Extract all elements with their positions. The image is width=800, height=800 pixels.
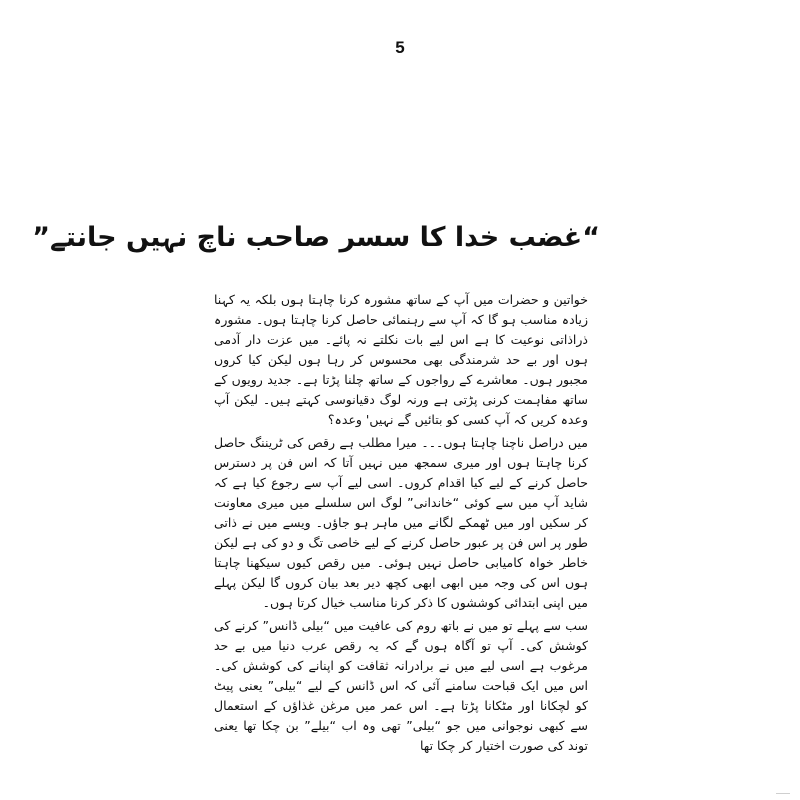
paragraph-1: خواتین و حضرات میں آپ کے ساتھ مشورہ کرنا چاہتا ہوں بلکہ یہ کہنا زیادہ مناسب ہو گا کہ آپ سے رہنمائی حاصل کرنا چاہتا ہوں۔ مشورہ ذراذاتی نوعیت کا ہے اس لیے بات نکلتے نہ پائے۔ میں عزت دار آدمی ہوں اور بے حد شرمندگی بھی محسوس کر رہا ہوں لیکن کیا کروں مجبور ہوں۔ معاشرے کے رواجوں کے ساتھ چلنا پڑتا ہے۔ جدید رویوں کے ساتھ مفاہمت کرنی پڑتی ہے ورنہ لوگ دقیانوسی کہتے ہیں۔ لیکن آپ وعدہ کریں کہ آپ کسی کو بتائیں گے نہیں' وعدہ؟ — [214, 292, 588, 427]
body-text — [214, 290, 588, 756]
paragraph-2: میں دراصل ناچنا چاہتا ہوں۔۔۔ میرا مطلب ہے رقص کی ٹریننگ حاصل کرنا چاہتا ہوں اور میری سمجھ میں نہیں آتا کہ اس فن پر دسترس حاصل کرنے کے لیے کیا اقدام کروں۔ اسی لیے آپ سے رجوع کیا ہے کہ شاید آپ میں سے کوئی “خاندانی” لوگ اس سلسلے میں میری معاونت کر سکیں اور میں ٹھمکے لگانے میں ماہر ہو جاؤں۔ ویسے میں نے ذاتی طور پر اس فن پر عبور حاصل کرنے کے لیے خاصی تگ و دو کی ہے لیکن خاطر خواہ کامیابی حاصل نہیں ہوئی۔ میں رقص کیوں سیکھنا چاہتا ہوں اس کی وجہ میں ابھی ابھی کچھ دیر بعد بیان کروں گا لیکن پہلے میں اپنی ابتدائی کوششوں کا ذکر کرنا مناسب خیال کرتا ہوں۔ — [214, 435, 588, 610]
paragraph-3: سب سے پہلے تو میں نے باتھ روم کی عافیت میں “بیلی ڈانس” کرنے کی کوشش کی۔ آپ تو آگاہ ہوں گے کہ یہ رقص عرب دنیا میں بے حد مرغوب ہے اسی لیے میں نے برادرانہ ثقافت کو اپنانے کی کوشش کی۔ اس میں ایک قباحت سامنے آئی کہ اس ڈانس کے لیے “بیلی” یعنی پیٹ کو لچکانا اور مٹکانا پڑتا ہے۔ اس عمر میں مرغن غذاؤں کے استعمال سے کبھی نوجوانی میں جو “بیلی” تھی وہ اب “بیلے” بن چکا تھا یعنی توند کی صورت اختیار کر چکا تھا — [214, 618, 588, 753]
page-number: 5 — [395, 38, 405, 57]
page-corner-mark — [776, 789, 790, 794]
chapter-title: “غضب خدا کا سسر صاحب ناچ نہیں جانتے” — [32, 222, 600, 253]
